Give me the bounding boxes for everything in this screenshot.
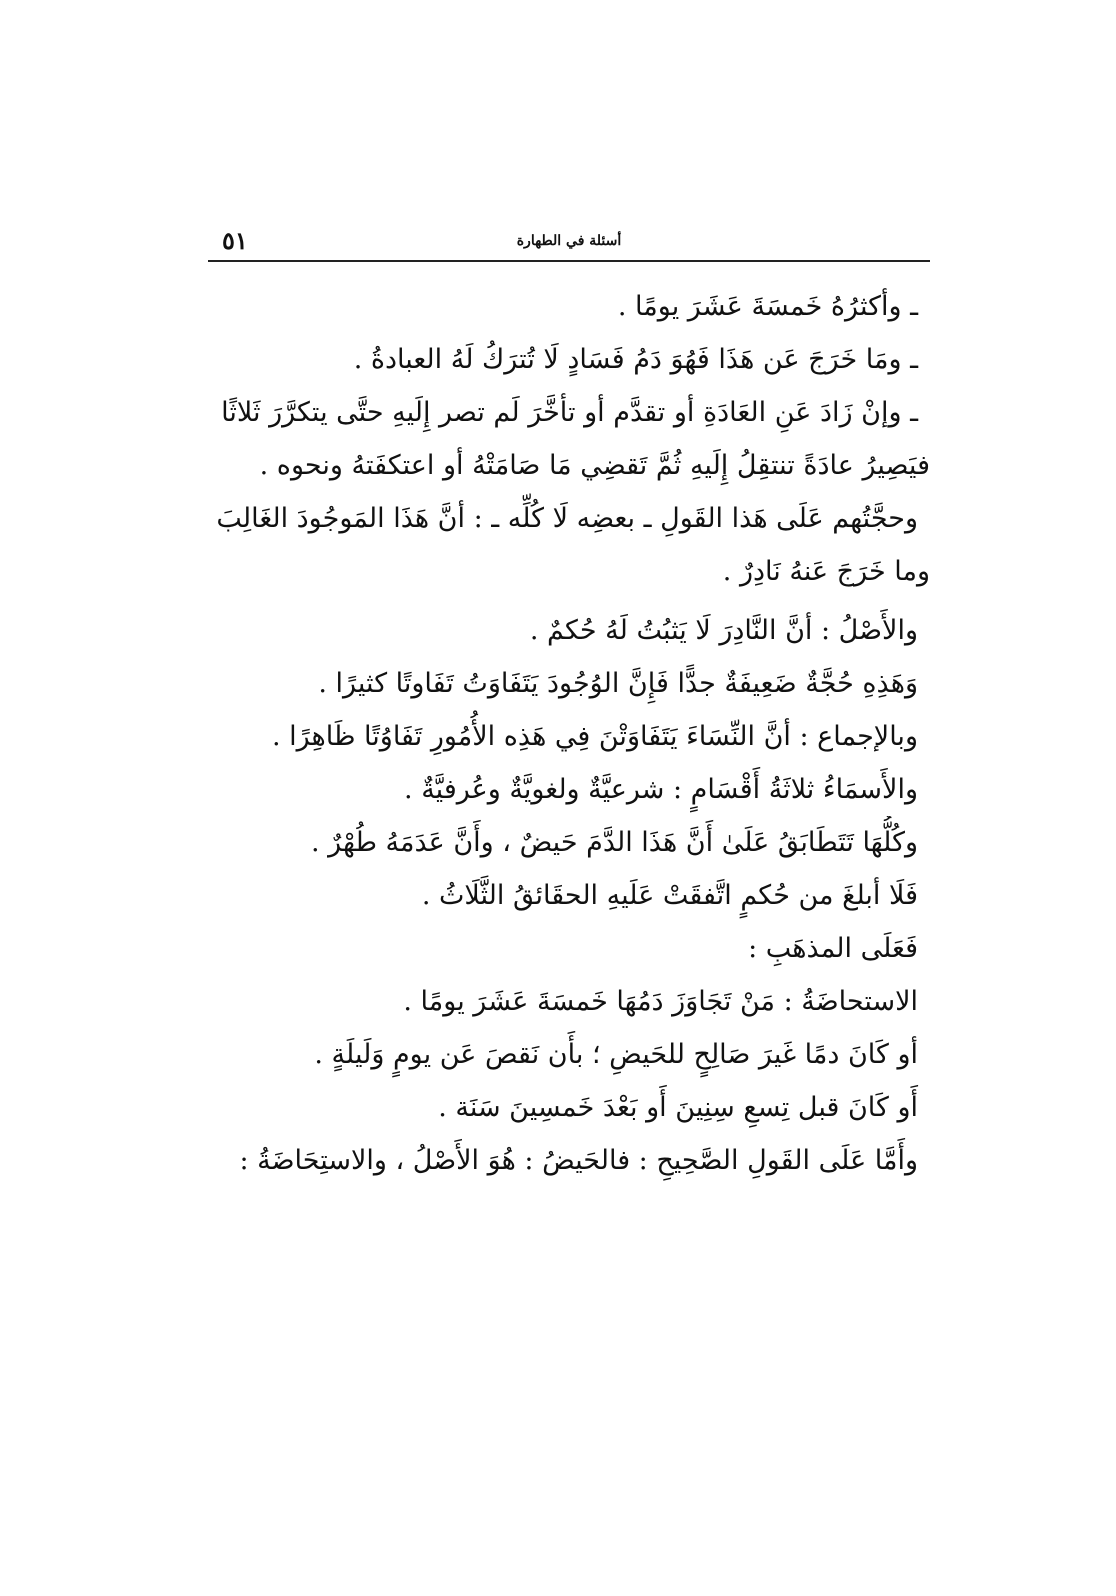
text-line: وبالإجماع : أنَّ النِّسَاءَ يَتَفَاوَتْنَ فِي هَذِه الأُمُورِ تَفَاوُتًا ظَاهِرًا . xyxy=(271,721,918,752)
text-line: والأَسمَاءُ ثلاثَةُ أَقْسَامٍ : شرعيَّةٌ ولغويَّةٌ وعُرفيَّةٌ . xyxy=(404,774,918,805)
running-title: أسئلة في الطهارة xyxy=(516,233,622,249)
text-line: وما خَرَجَ عَنهُ نَادِرٌ . xyxy=(722,556,930,587)
text-line: ـ وإنْ زَادَ عَنِ العَادَةِ أو تقدَّم أو تأخَّرَ لَم تصر إِلَيهِ حتَّى يتكرَّرَ ثَلاثًا xyxy=(221,397,918,428)
page-number: ٥١ xyxy=(222,226,248,255)
text-line: فيَصِيرُ عادَةً تنتقِلُ إِلَيهِ ثُمَّ تَقضِي مَا صَامَتْهُ أو اعتكفَتهُ ونحوه . xyxy=(259,450,930,481)
text-line: فَلَا أبلغَ من حُكمٍ اتَّفقَتْ عَلَيهِ الحقَائقُ الثَّلَاثُ . xyxy=(421,880,918,911)
text-line: فَعَلَى المذهَبِ : xyxy=(748,933,918,964)
text-line: أَو كَانَ قبل تِسعِ سِنِينَ أَو بَعْدَ خَمسِينَ سَنَة . xyxy=(438,1092,918,1123)
text-line: أو كَانَ دمًا غَيرَ صَالِحٍ للحَيضِ ؛ بأَن نَقصَ عَن يومٍ وَلَيلَةٍ . xyxy=(314,1039,918,1070)
text-line: ـ ومَا خَرَجَ عَن هَذَا فَهُوَ دَمُ فَسَادٍ لَا تُترَكُ لَهُ العبادةُ . xyxy=(353,344,918,375)
text-line: ـ وأكثرُهُ خَمسَةَ عَشَرَ يومًا . xyxy=(617,291,918,322)
text-line: وحجَّتُهم عَلَى هَذا القَولِ ـ بعضِه لَا كُلِّه ـ : أنَّ هَذَا المَوجُودَ الغَالِبَ xyxy=(216,503,918,534)
text-line: وَهَذِهِ حُجَّةٌ ضَعِيفَةٌ جدًّا فَإِنَّ الوُجُودَ يَتَفَاوَتُ تَفَاوتًا كثيرًا . xyxy=(318,668,918,699)
text-line: الاستحاضَةُ : مَنْ تَجَاوَزَ دَمُهَا خَمسَةَ عَشَرَ يومًا . xyxy=(403,986,918,1017)
header-rule xyxy=(208,260,930,262)
body-text xyxy=(208,280,930,1187)
page-header xyxy=(208,226,930,258)
text-line: وأَمَّا عَلَى القَولِ الصَّحِيحِ : فالحَيضُ : هُوَ الأَصْلُ ، والاستِحَاضَةُ : xyxy=(239,1145,918,1176)
text-line: وكُلُّهَا تَتَطَابَقُ عَلَىٰ أَنَّ هَذَا الدَّمَ حَيضٌ ، وأَنَّ عَدَمَهُ طُهْرٌ . xyxy=(310,827,918,858)
text-line: والأَصْلُ : أنَّ النَّادِرَ لَا يَثبُتُ لَهُ حُكمٌ . xyxy=(529,615,918,646)
